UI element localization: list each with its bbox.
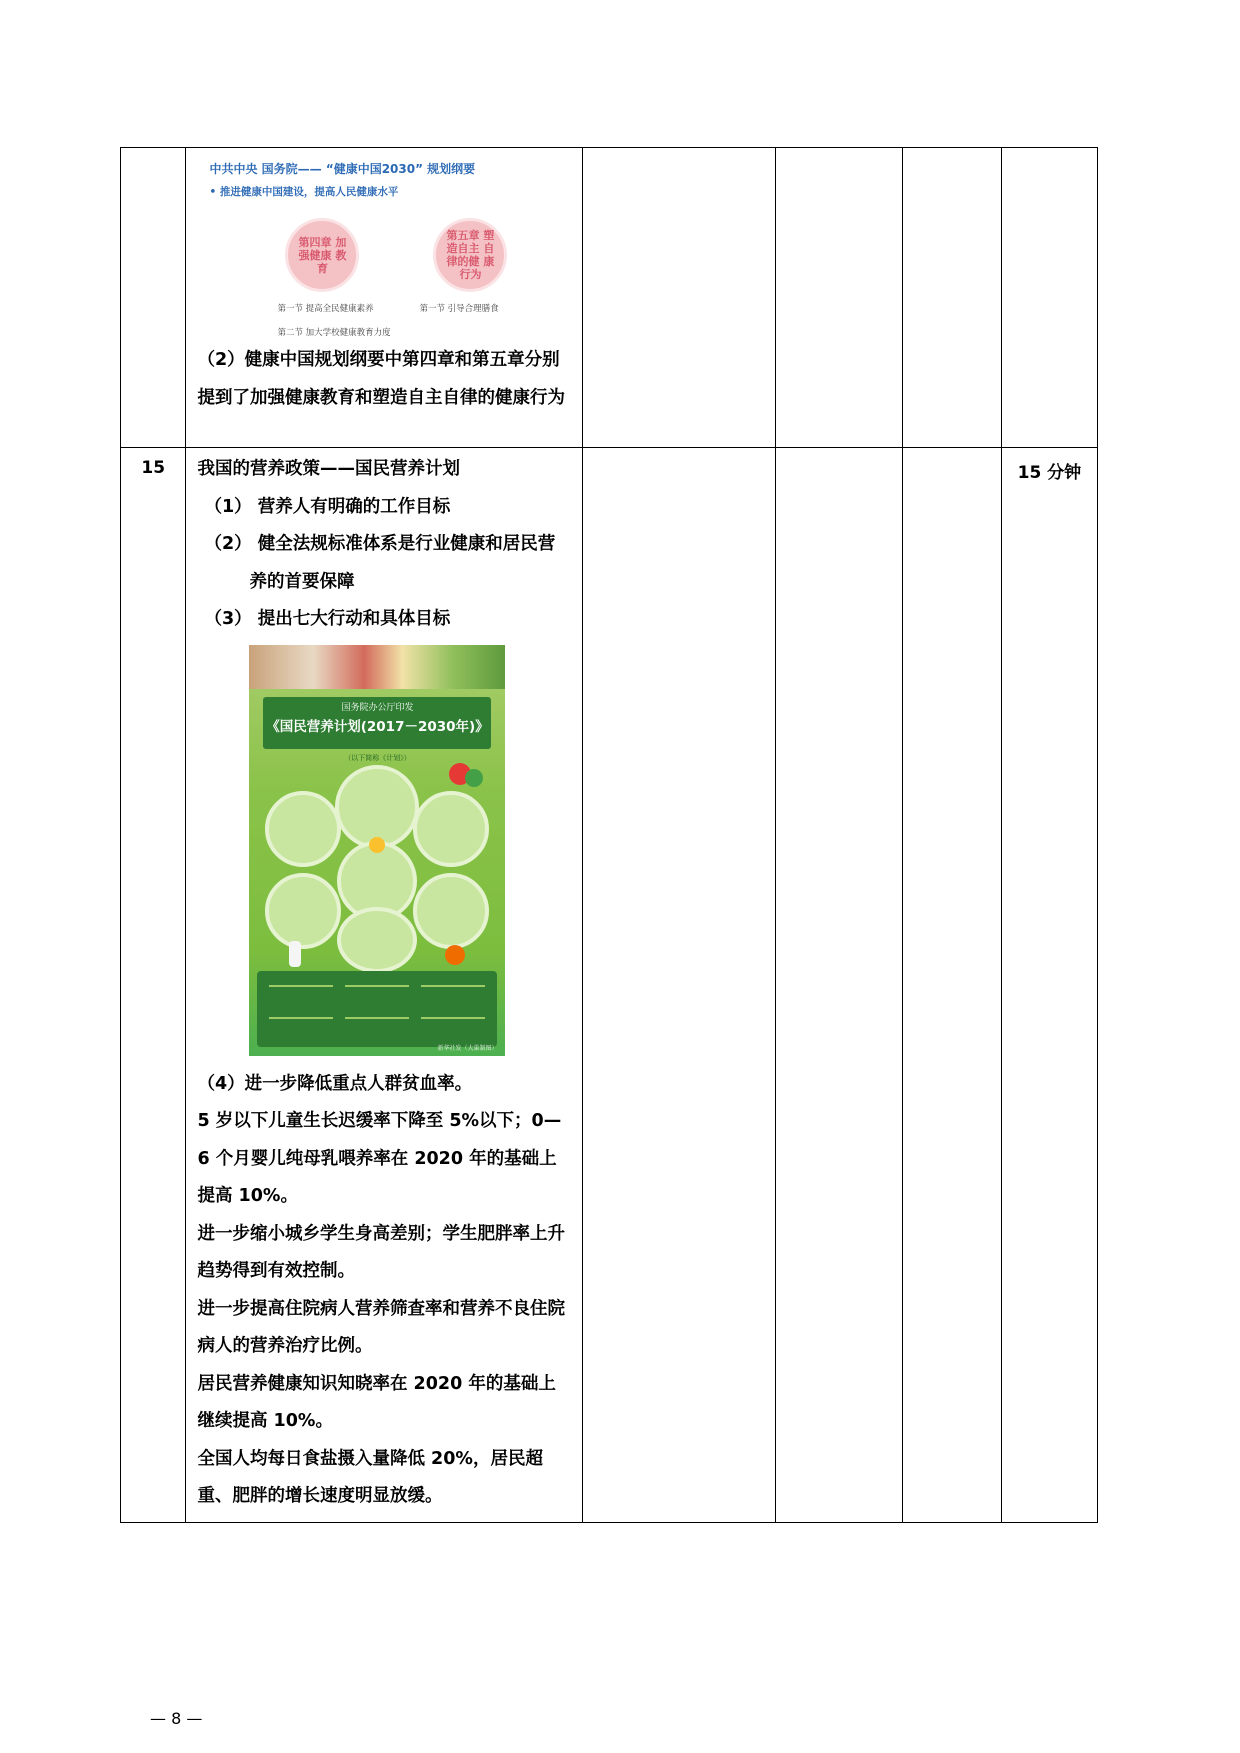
poster-credit: 新华社发（大巢制图） — [437, 1044, 498, 1052]
empty-cell — [902, 448, 1001, 1523]
footer-line — [269, 985, 333, 987]
footer-line — [421, 1017, 485, 1019]
section-label: 第一节 提高全民健康素养 — [277, 304, 374, 314]
fruit-icon — [369, 837, 385, 853]
list-item: （1） 营养人有明确的工作目标 — [204, 496, 451, 517]
footer-line — [421, 985, 485, 987]
action-circle — [413, 791, 489, 867]
poster-issuer: 国务院办公厅印发 — [341, 702, 414, 713]
empty-cell — [775, 148, 902, 448]
row-number — [121, 148, 186, 448]
broccoli-icon — [465, 769, 483, 787]
footer-line — [345, 985, 409, 987]
poster-note: （以下简称《计划》） — [344, 753, 411, 762]
table-row — [121, 448, 1098, 1523]
action-circle — [337, 907, 417, 973]
national-nutrition-plan-poster — [249, 645, 505, 1056]
action-circle — [413, 873, 489, 949]
action-circle — [265, 791, 341, 867]
time-cell — [1001, 148, 1097, 448]
time-cell: 15 分钟 — [1001, 448, 1097, 1523]
list-item: （2） 健全法规标准体系是行业健康和居民营 — [204, 534, 556, 554]
chapter5-circle: 第五章 塑造自主 自律的健 康行为 — [433, 218, 507, 292]
footer-line — [269, 1017, 333, 1019]
section-label: 第二节 加大学校健康教育力度 — [277, 328, 391, 338]
milk-bottle-icon — [289, 941, 301, 967]
empty-cell — [583, 448, 775, 1523]
empty-cell — [902, 148, 1001, 448]
paragraph: 居民营养健康知识知晓率在 2020 年的基础上继续提高 10%。 — [197, 1373, 556, 1431]
section-label: 第一节 引导合理膳食 — [419, 304, 499, 314]
content-cell — [186, 448, 583, 1523]
health-china-2030-figure — [197, 156, 507, 338]
food-photo-strip — [249, 645, 505, 689]
empty-cell — [775, 448, 902, 1523]
basketball-icon — [445, 945, 465, 965]
paragraph: （4）进一步降低重点人群贫血率。 — [197, 1073, 473, 1094]
paragraph: 5 岁以下儿童生长迟缓率下降至 5%以下；0—6 个月婴儿纯母乳喂养率在 2020 年的基础上提高 10%。 — [197, 1111, 562, 1206]
empty-cell — [583, 148, 775, 448]
figure-subtitle: • 推进健康中国建设，提高人民健康水平 — [209, 186, 399, 198]
list-item: （3） 提出七大行动和具体目标 — [204, 609, 451, 629]
content-cell — [186, 148, 583, 448]
table-row — [121, 148, 1098, 448]
action-circle — [265, 873, 341, 949]
row-number: 15 — [121, 448, 186, 1523]
footer-line — [345, 1017, 409, 1019]
section-heading: 我国的营养政策——国民营养计划 — [197, 459, 460, 479]
poster-footer — [257, 971, 497, 1047]
paragraph: 进一步缩小城乡学生身高差别；学生肥胖率上升趋势得到有效控制。 — [197, 1223, 565, 1281]
list-item: 养的首要保障 — [249, 571, 355, 592]
poster-title: 《国民营养计划(2017－2030年)》 — [266, 718, 489, 735]
chapter4-circle: 第四章 加强健康 教育 — [285, 218, 359, 292]
page-number: — 8 — — [150, 1709, 203, 1728]
paragraph: （2）健康中国规划纲要中第四章和第五章分别提到了加强健康教育和塑造自主自律的健康行为 — [197, 350, 565, 408]
paragraph: 全国人均每日食盐摄入量降低 20%，居民超重、肥胖的增长速度明显放缓。 — [197, 1448, 543, 1506]
action-circle — [335, 765, 419, 849]
lesson-plan-table — [120, 147, 1098, 1523]
figure-title: 中共中央 国务院—— “健康中国2030” 规划纲要 — [209, 162, 476, 176]
paragraph: 进一步提高住院病人营养筛查率和营养不良住院病人的营养治疗比例。 — [197, 1298, 565, 1356]
